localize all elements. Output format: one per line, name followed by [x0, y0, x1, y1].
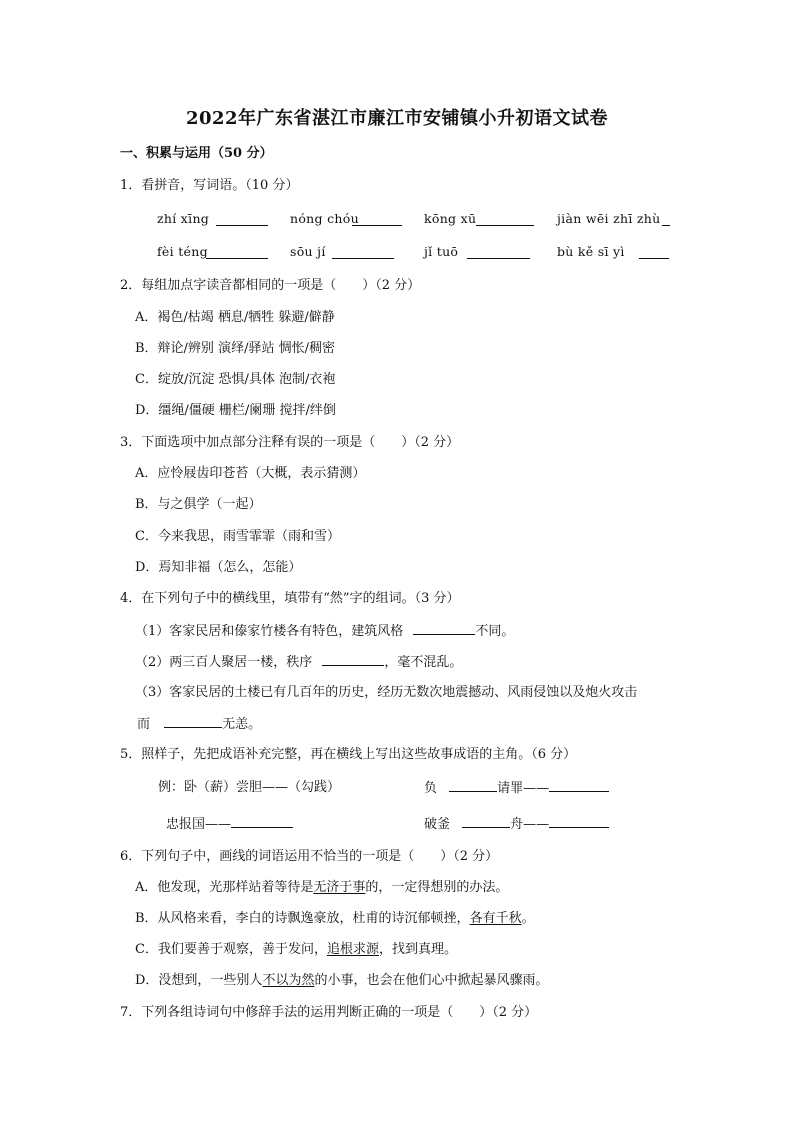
- option-d[interactable]: D．缰绳/僵硬 栅栏/阑珊 搅拌/绊倒: [135, 403, 336, 418]
- option-c[interactable]: [135, 941, 457, 959]
- answer-blank[interactable]: [449, 779, 497, 792]
- pinyin-item: zhí xīng: [157, 211, 210, 226]
- answer-blank[interactable]: [462, 815, 510, 828]
- answer-blank[interactable]: [549, 815, 609, 828]
- answer-blank[interactable]: [216, 213, 268, 226]
- option-text: C．我们要善于观察，善于发问，: [135, 942, 327, 957]
- sentence-text: （2）两三百人聚居一楼，秩序: [135, 655, 313, 670]
- answer-blank[interactable]: [549, 779, 609, 792]
- question-4-stem: 4．在下列句子中的横线里，填带有“然”字的组词。（3 分）: [120, 591, 460, 606]
- underlined-phrase: 各有千秋: [469, 911, 522, 926]
- sentence-text: 不同。: [475, 624, 515, 639]
- option-a[interactable]: A．应怜屐齿印苍苔（大概，表示猜测）: [135, 466, 366, 481]
- idiom-text: 破釜: [424, 817, 451, 832]
- option-b[interactable]: B．辩论/辨别 演绎/驿站 惆怅/稠密: [135, 341, 335, 356]
- underlined-phrase: 不以为然: [262, 973, 315, 988]
- pinyin-item: nóng chóu: [290, 211, 359, 226]
- option-d[interactable]: [135, 972, 548, 990]
- option-b[interactable]: B．与之俱学（一起）: [135, 497, 262, 512]
- option-text: 的小事，也会在他们心中掀起暴风骤雨。: [314, 973, 549, 988]
- sentence-text: 而: [137, 717, 151, 732]
- pinyin-item: jiàn wēi zhī zhù: [557, 211, 661, 226]
- answer-blank[interactable]: [322, 653, 384, 666]
- question-5-stem: 5．照样子，先把成语补充完整，再在横线上写出这些故事成语的主角。（6 分）: [120, 747, 577, 762]
- answer-blank[interactable]: [164, 715, 222, 728]
- option-c[interactable]: C．今来我思，雨雪霏霏（雨和雪）: [135, 529, 340, 544]
- option-c[interactable]: C．绽放/沉淀 恐惧/具体 泡制/衣袍: [135, 372, 336, 387]
- idiom-item: [166, 815, 293, 834]
- answer-blank[interactable]: [413, 622, 475, 635]
- answer-blank[interactable]: [467, 246, 530, 259]
- underlined-phrase: 追根求源: [326, 942, 379, 957]
- answer-blank[interactable]: [352, 213, 402, 226]
- pinyin-item: kōng xū: [424, 211, 477, 226]
- question-1-stem: 1．看拼音，写词语。（10 分）: [120, 178, 299, 193]
- question-7-stem: 7．下列各组诗词句中修辞手法的运用判断正确的一项是（ ）（2 分）: [120, 1005, 538, 1020]
- example-idiom: 例：卧（薪）尝胆——（勾践）: [158, 780, 341, 795]
- page-title: 2022年广东省湛江市廉江市安铺镇小升初语文试卷: [185, 108, 609, 129]
- idiom-text: 舟——: [510, 817, 550, 832]
- sentence-text: 无恙。: [222, 717, 262, 732]
- pinyin-item: bù kě sī yì: [557, 244, 625, 259]
- sentence-3-continued: [137, 715, 261, 734]
- idiom-item: [424, 779, 609, 798]
- answer-blank[interactable]: [332, 246, 394, 259]
- sentence-1: [135, 622, 514, 641]
- option-a[interactable]: A．褐色/枯竭 栖息/牺牲 躲避/僻静: [135, 310, 335, 325]
- option-text: 。: [521, 911, 535, 926]
- answer-blank[interactable]: [639, 246, 669, 259]
- sentence-text: ，毫不混乱。: [384, 655, 463, 670]
- option-text: ，找到真理。: [378, 942, 457, 957]
- sentence-2: [135, 653, 462, 672]
- underlined-phrase: 无济于事: [313, 880, 366, 895]
- question-3-stem: 3．下面选项中加点部分注释有误的一项是（ ）（2 分）: [120, 435, 460, 450]
- question-6-stem: 6．下列句子中，画线的词语运用不恰当的一项是（ ）（2 分）: [120, 849, 499, 864]
- option-text: A．他发现，光那样站着等待是: [135, 880, 314, 895]
- option-d[interactable]: D．焉知非福（怎么，怎能）: [135, 560, 302, 575]
- pinyin-item: fèi téng: [157, 244, 208, 259]
- option-b[interactable]: [135, 910, 535, 928]
- idiom-text: 请罪——: [497, 781, 550, 796]
- pinyin-item: jǐ tuō: [424, 244, 459, 259]
- option-text: 的，一定得想别的办法。: [365, 880, 509, 895]
- answer-blank[interactable]: [231, 815, 293, 828]
- answer-blank[interactable]: [206, 246, 268, 259]
- pinyin-item: sōu jí: [290, 244, 326, 259]
- sentence-3: （3）客家民居的土楼已有几百年的历史，经历无数次地震撼动、风雨侵蚀以及炮火攻击: [135, 685, 638, 700]
- idiom-text: 忠报国——: [166, 817, 232, 832]
- question-2-stem: 2．每组加点字读音都相同的一项是（ ）（2 分）: [120, 278, 421, 293]
- sentence-text: （1）客家民居和傣家竹楼各有特色，建筑风格: [135, 624, 404, 639]
- idiom-text: 负: [424, 781, 438, 796]
- section-heading: 一、积累与运用（50 分）: [120, 146, 273, 161]
- option-text: D．没想到，一些别人: [135, 973, 263, 988]
- option-text: B．从风格来看，李白的诗飘逸豪放，杜甫的诗沉郁顿挫，: [135, 911, 470, 926]
- option-a[interactable]: [135, 879, 508, 897]
- idiom-item: [424, 815, 609, 834]
- answer-blank[interactable]: [662, 213, 670, 226]
- answer-blank[interactable]: [476, 213, 534, 226]
